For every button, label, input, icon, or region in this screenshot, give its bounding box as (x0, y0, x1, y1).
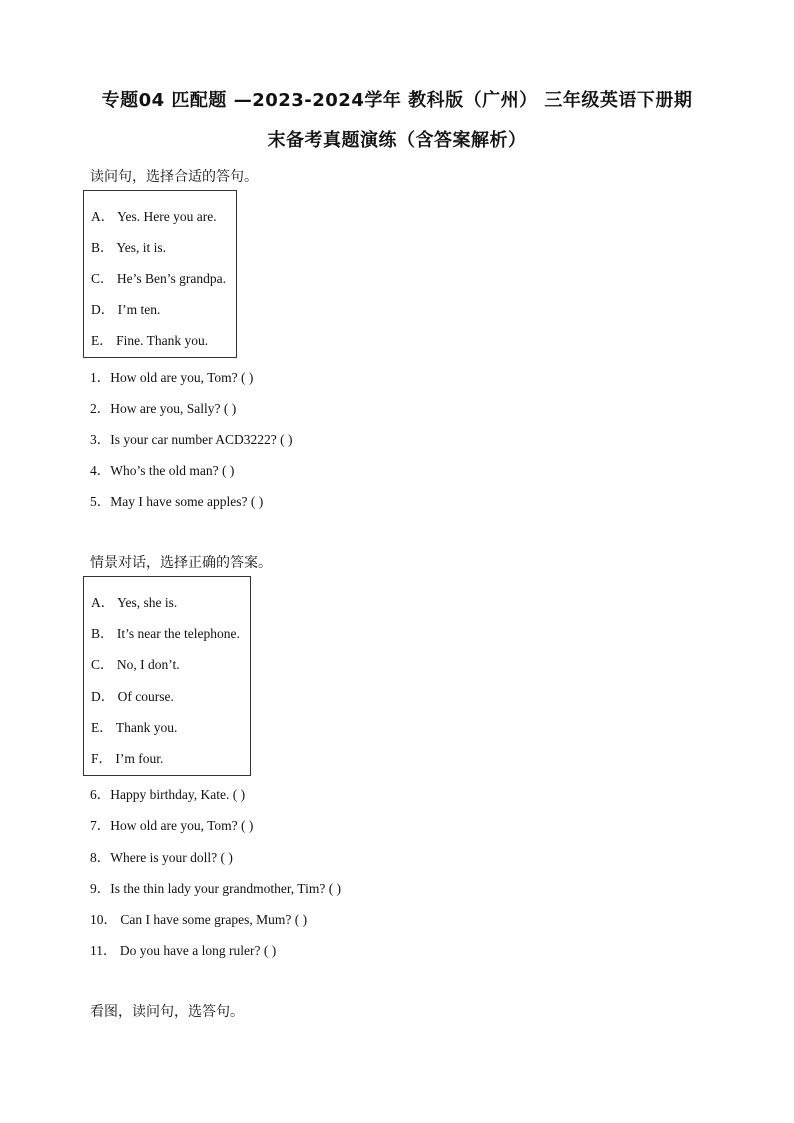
question-item: 7．How old are you, Tom? ( ) (90, 818, 254, 833)
option-item: C． He’s Ben’s grandpa. (91, 271, 226, 286)
option-item: B． Yes, it is. (91, 240, 167, 255)
question-item: 9．Is the thin lady your grandmother, Tim? ( ) (90, 881, 342, 896)
section-3-instruction: 看图，读问句，选答句。 (90, 1004, 244, 1020)
option-item: F． I’m four. (91, 751, 164, 766)
section-2-options-box (83, 576, 251, 776)
question-item: 6．Happy birthday, Kate. ( ) (90, 787, 246, 802)
question-item: 4．Who’s the old man? ( ) (90, 463, 235, 478)
question-item: 2．How are you, Sally? ( ) (90, 401, 237, 416)
option-item: E． Thank you. (91, 720, 178, 735)
question-item: 10． Can I have some grapes, Mum? ( ) (90, 912, 308, 927)
option-item: A． Yes. Here you are. (91, 209, 217, 224)
option-item: E． Fine. Thank you. (91, 333, 209, 348)
option-item: D． Of course. (91, 689, 174, 704)
question-item: 11． Do you have a long ruler? ( ) (90, 943, 277, 958)
section-2-instruction: 情景对话，选择正确的答案。 (90, 555, 272, 571)
option-item: C． No, I don’t. (91, 657, 180, 672)
option-item: D． I’m ten. (91, 302, 161, 317)
question-item: 8．Where is your doll? ( ) (90, 850, 233, 865)
section-1-options-box (83, 190, 237, 358)
question-item: 1．How old are you, Tom? ( ) (90, 370, 254, 385)
section-1-instruction: 读问句，选择合适的答句。 (90, 169, 258, 185)
option-item: B． It’s near the telephone. (91, 626, 240, 641)
document-title-line-1: 专题04 匹配题 —2023-2024学年 教科版（广州） 三年级英语下册期 (101, 90, 693, 111)
question-item: 3．Is your car number ACD3222? ( ) (90, 432, 293, 447)
question-item: 5．May I have some apples? ( ) (90, 494, 264, 509)
document-title-line-2: 末备考真题演练（含答案解析） (267, 130, 527, 151)
option-item: A． Yes, she is. (91, 595, 178, 610)
